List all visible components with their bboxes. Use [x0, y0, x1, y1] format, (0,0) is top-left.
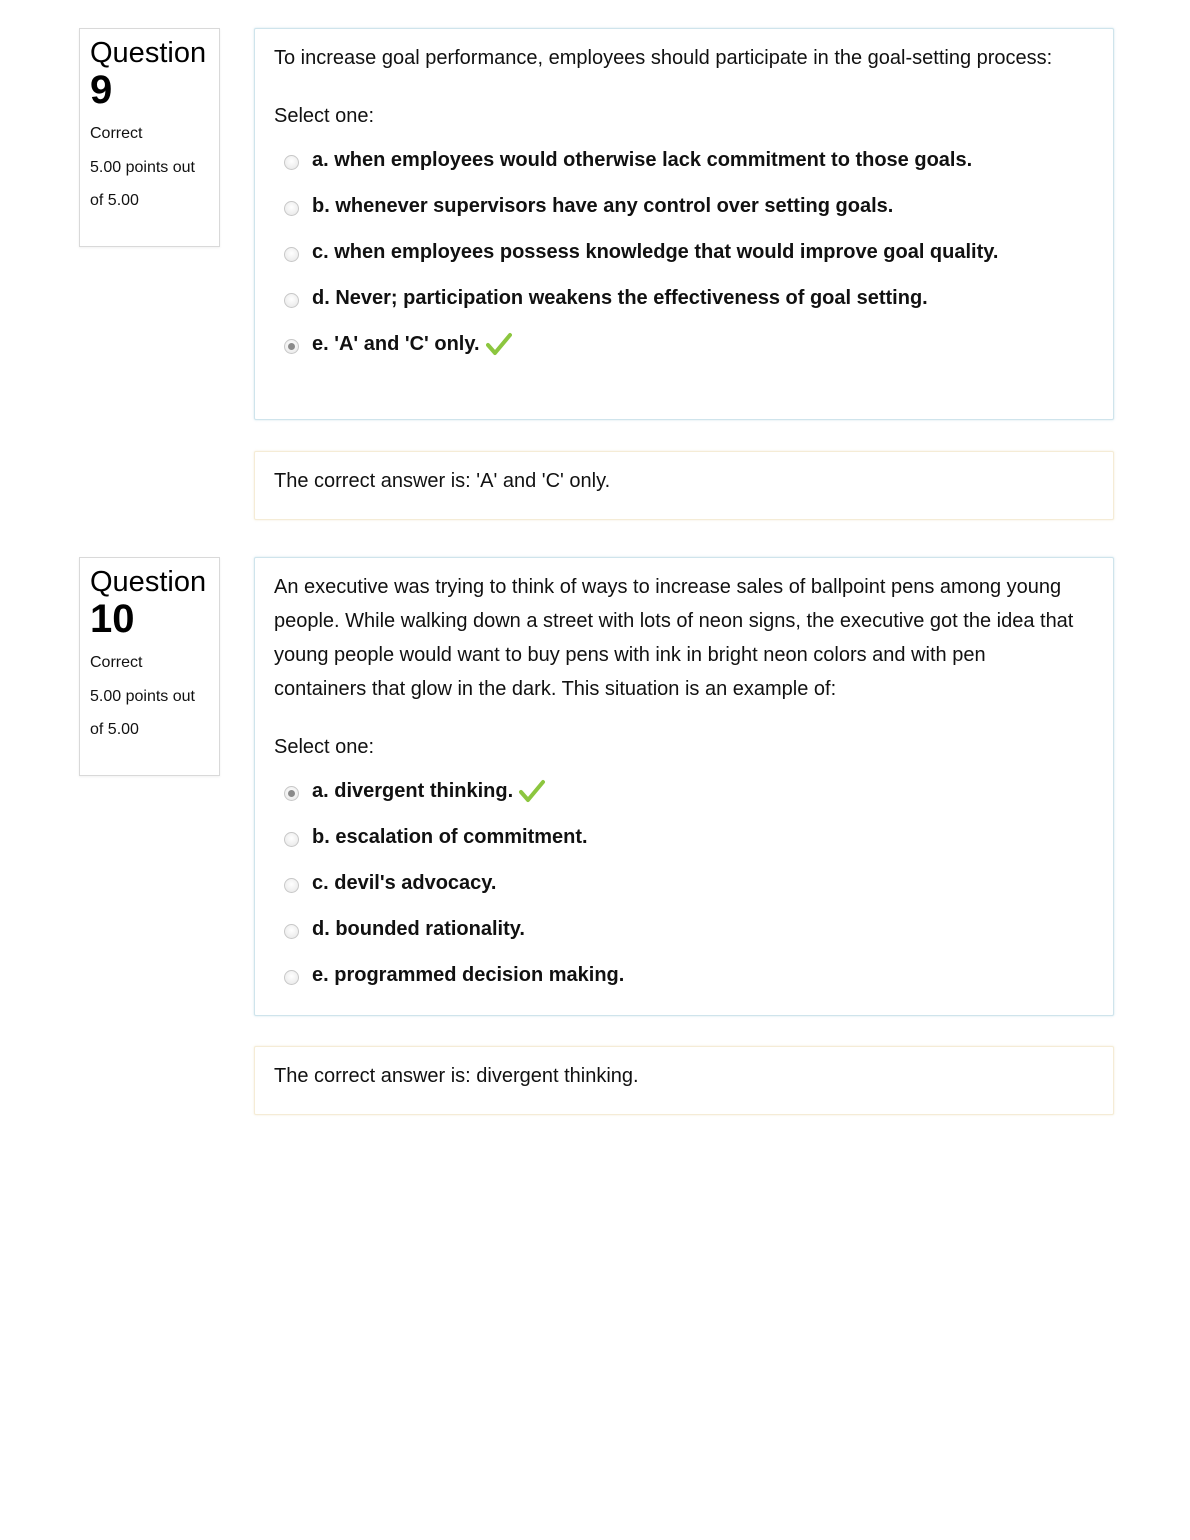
option-label: b. escalation of commitment. — [312, 825, 588, 848]
option-label: c. devil's advocacy. — [312, 871, 497, 894]
option-label: c. when employees possess knowledge that would improve goal quality. — [312, 240, 999, 263]
feedback-9 — [254, 451, 1114, 520]
option-d[interactable] — [274, 906, 1094, 952]
option-c[interactable] — [274, 229, 1094, 275]
radio-button[interactable] — [284, 201, 299, 216]
question-label: Question — [90, 37, 207, 69]
option-label: d. bounded rationality. — [312, 917, 525, 940]
select-prompt: Select one: — [274, 105, 375, 127]
radio-button[interactable] — [284, 293, 299, 308]
question-formulation-9 — [254, 28, 1114, 420]
option-label: e. 'A' and 'C' only. — [312, 332, 480, 355]
question-info-10 — [79, 557, 220, 776]
question-label: Question — [90, 566, 207, 598]
radio-button[interactable] — [284, 924, 299, 939]
option-label: a. divergent thinking. — [312, 779, 514, 802]
radio-button[interactable] — [284, 832, 299, 847]
answer-options — [274, 137, 1094, 367]
question-text: To increase goal performance, employees should participate in the goal-setting process: — [274, 47, 1053, 69]
answer-options — [274, 768, 1094, 998]
question-info-9 — [79, 28, 220, 247]
option-label: e. programmed decision making. — [312, 963, 625, 986]
check-icon — [486, 332, 512, 356]
option-d[interactable] — [274, 275, 1094, 321]
question-number: 10 — [90, 597, 135, 641]
question-text: An executive was trying to think of ways to increase sales of ballpoint pens among young people. While walking down a street with lots of neon signs, the executive got the idea that young people would want to buy pens with ink in bright neon colors and with pen containers that glow in the dark. This situation is an example of: — [274, 576, 1074, 700]
correct-answer-text: The correct answer is: 'A' and 'C' only. — [274, 470, 611, 492]
radio-button-selected[interactable] — [284, 339, 299, 354]
option-a[interactable] — [274, 137, 1094, 183]
option-b[interactable] — [274, 814, 1094, 860]
question-grade: 5.00 points out of 5.00 — [90, 688, 195, 738]
question-state: Correct — [90, 654, 143, 671]
option-label: b. whenever supervisors have any control over setting goals. — [312, 194, 894, 217]
option-label: a. when employees would otherwise lack commitment to those goals. — [312, 148, 973, 171]
option-e[interactable] — [274, 321, 1094, 367]
feedback-10 — [254, 1046, 1114, 1115]
option-label: d. Never; participation weakens the effectiveness of goal setting. — [312, 286, 928, 309]
radio-button[interactable] — [284, 970, 299, 985]
select-prompt: Select one: — [274, 736, 375, 758]
option-b[interactable] — [274, 183, 1094, 229]
question-formulation-10 — [254, 557, 1114, 1016]
question-number: 9 — [90, 68, 113, 112]
radio-button[interactable] — [284, 155, 299, 170]
check-icon — [519, 779, 545, 803]
radio-button-selected[interactable] — [284, 786, 299, 801]
correct-answer-text: The correct answer is: divergent thinking. — [274, 1065, 639, 1087]
option-a[interactable] — [274, 768, 1094, 814]
option-e[interactable] — [274, 952, 1094, 998]
radio-button[interactable] — [284, 247, 299, 262]
question-state: Correct — [90, 125, 143, 142]
question-grade: 5.00 points out of 5.00 — [90, 159, 195, 209]
option-c[interactable] — [274, 860, 1094, 906]
radio-button[interactable] — [284, 878, 299, 893]
